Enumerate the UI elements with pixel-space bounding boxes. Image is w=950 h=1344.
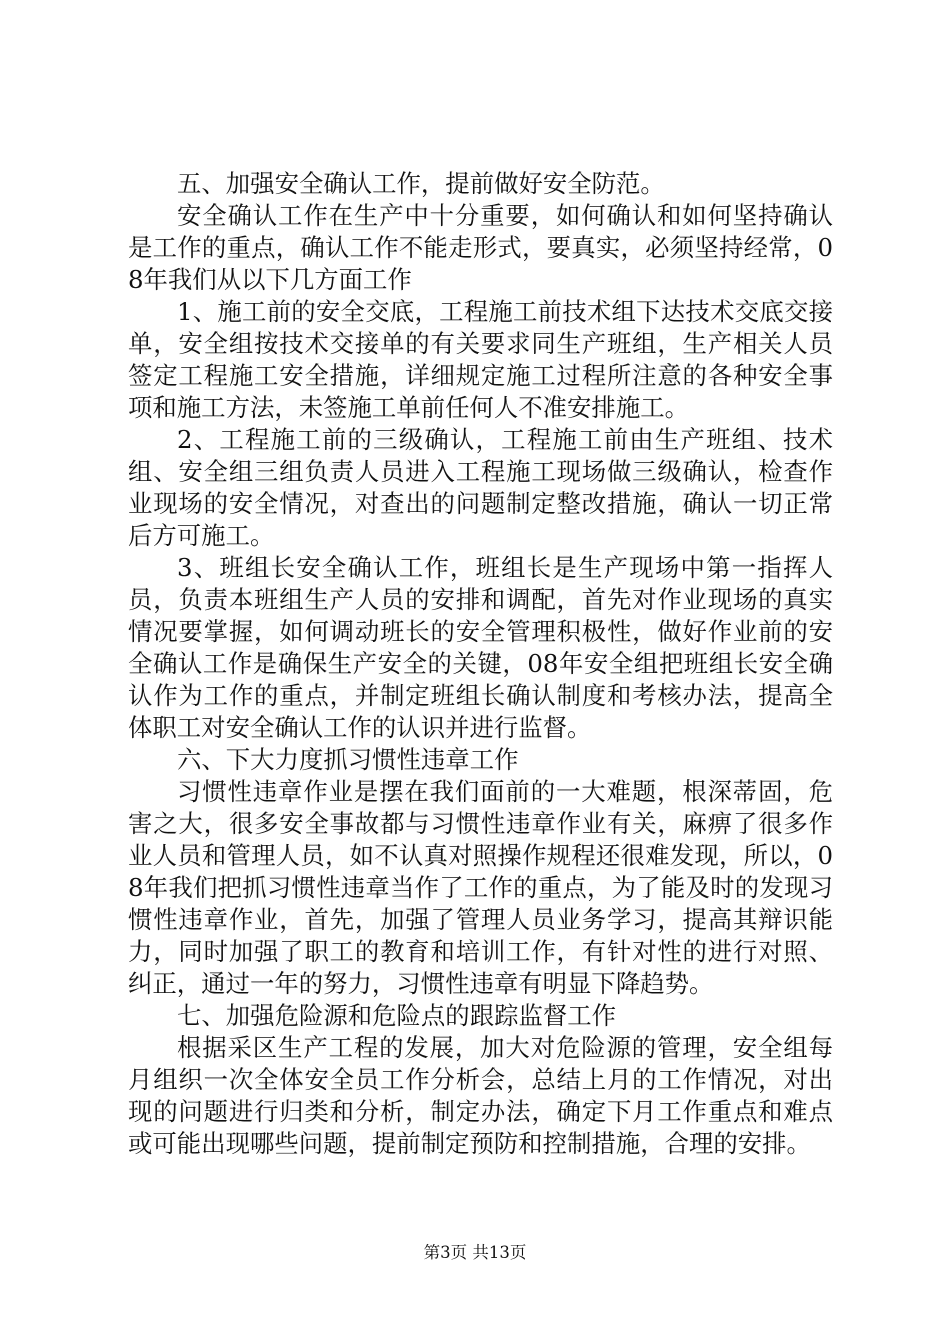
paragraph-hazard-tracking: 根据采区生产工程的发展，加大对危险源的管理，安全组每月组织一次全体安全员工作分析会，总结上月的工作情况，对出现的问题进行归类和分析，制定办法，确定下月工作重点和难点或可能出现哪些问题，提前制定预防和控制措施，合理的安排。 bbox=[128, 1033, 833, 1158]
paragraph-habitual-violations: 习惯性违章作业是摆在我们面前的一大难题，根深蒂固，危害之大，很多安全事故都与习惯性违章作业有关，麻痹了很多作业人员和管理人员，如不认真对照操作规程还很难发现，所以，08年我们把抓习惯性违章当作了工作的重点，为了能及时的发现习惯性违章作业，首先，加强了管理人员业务学习，提高其辩识能力，同时加强了职工的教育和培训工作，有针对性的进行对照、纠正，通过一年的努力，习惯性违章有明显下降趋势。 bbox=[128, 777, 833, 998]
document-body bbox=[128, 168, 833, 1160]
section-heading-6: 六、下大力度抓习惯性违章工作 bbox=[177, 745, 519, 774]
section-heading-5: 五、加强安全确认工作，提前做好安全防范。 bbox=[177, 169, 665, 198]
paragraph-intro: 安全确认工作在生产中十分重要，如何确认和如何坚持确认是工作的重点，确认工作不能走形式，要真实，必须坚持经常，08年我们从以下几方面工作 bbox=[128, 201, 833, 294]
paragraph-item-1: 1、施工前的安全交底，工程施工前技术组下达技术交底交接单，安全组按技术交接单的有关要求同生产班组，生产相关人员签定工程施工安全措施，详细规定施工过程所注意的各种安全事项和施工方法，未签施工单前任何人不准安排施工。 bbox=[128, 297, 833, 422]
paragraph-item-3: 3、班组长安全确认工作，班组长是生产现场中第一指挥人员，负责本班组生产人员的安排和调配，首先对作业现场的真实情况要掌握，如何调动班长的安全管理积极性，做好作业前的安全确认工作是确保生产安全的关键，08年安全组把班组长安全确认作为工作的重点，并制定班组长确认制度和考核办法，提高全体职工对安全确认工作的认识并进行监督。 bbox=[128, 553, 833, 742]
section-heading-7: 七、加强危险源和危险点的跟踪监督工作 bbox=[177, 1001, 617, 1030]
page-number-footer: 第3页 共13页 bbox=[423, 1243, 527, 1262]
paragraph-item-2: 2、工程施工前的三级确认，工程施工前由生产班组、技术组、安全组三组负责人员进入工程施工现场做三级确认，检查作业现场的安全情况，对查出的问题制定整改措施，确认一切正常后方可施工。 bbox=[128, 425, 833, 550]
